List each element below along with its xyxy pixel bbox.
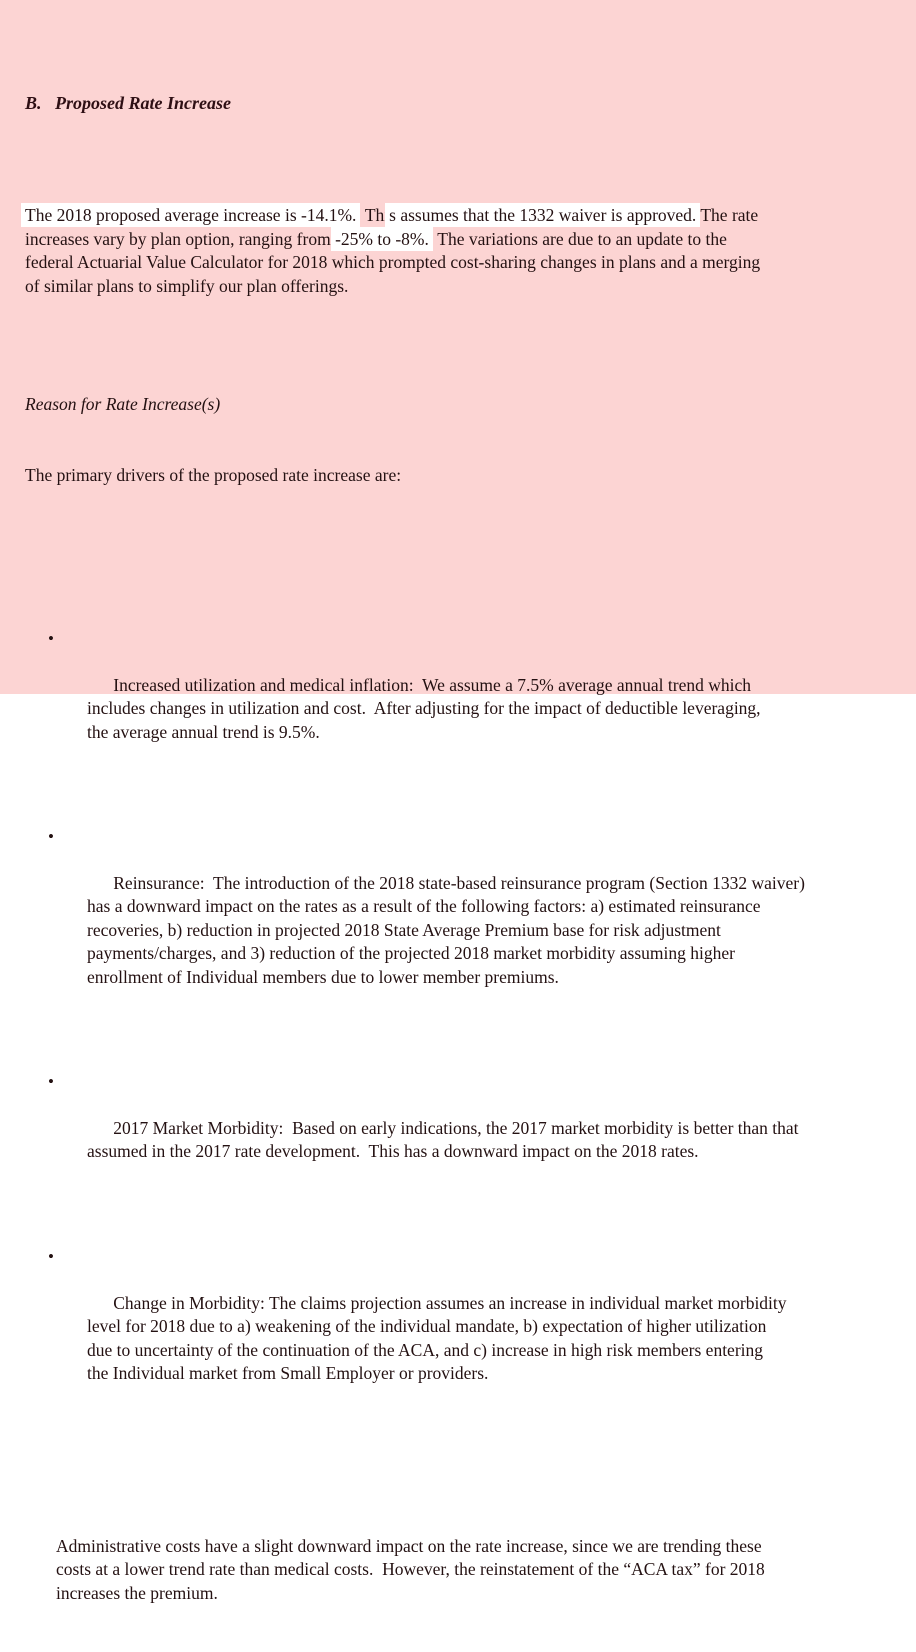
text-segment: has a downward impact on the rates as a result of the following factors: a) estimated reinsurance: [87, 896, 761, 917]
list-item-text: [87, 1291, 787, 1383]
text-segment: due to: [87, 1339, 135, 1360]
list-item-text: [87, 871, 805, 989]
paragraph-administrative-costs: [56, 1535, 891, 1605]
highlighted-text: -25% to -8%.: [335, 228, 429, 249]
bullet-icon: •: [48, 1247, 54, 1267]
text-segment: due to lower member premiums.: [330, 966, 559, 987]
text-segment: includes changes in utilization and cost. After adjusting for the impact of deductible leveraging,: [87, 698, 761, 719]
text-segment: increases the premium.: [56, 1582, 218, 1603]
highlighted-text: Reinsurance:: [113, 873, 205, 893]
text-segment: the average annual trend is 9.5%.: [87, 721, 320, 742]
text-segment: increases vary by plan option, ranging from: [25, 228, 336, 249]
list-item-utilization: [0, 627, 916, 767]
highlighted-text: payments/charges, and 3) reduction of the projected 2018 market morbidity assuming higher: [87, 943, 735, 964]
bullet-icon: •: [48, 1072, 54, 1092]
highlighted-text: enrollment of Individual members: [87, 966, 331, 987]
list-item-reinsurance: [0, 825, 916, 1012]
subsection-title: Reason for Rate Increase(s): [25, 394, 221, 415]
text-segment: recoveries, b) reduction in projected 2018 State Average Premium base for risk adjustment: [87, 919, 721, 940]
text-segment: expectation of higher utilization: [537, 1316, 767, 1337]
text-segment: Increased utilization and medical inflation: We assume a 7.5% average annual trend which: [113, 674, 752, 695]
text-segment: The rate: [696, 205, 759, 226]
bullet-list: [0, 569, 916, 1456]
text-segment: costs at a lower trend rate than medical costs. However, the reinstatement of the “ACA tax” for 2018: [56, 1559, 765, 1580]
text-segment: of similar plans to simplify our plan offerings.: [25, 275, 349, 296]
bullet-icon: •: [48, 628, 54, 648]
highlighted-text: The 2018 proposed average increase is -14.1%.: [25, 205, 357, 226]
list-item-change-in-morbidity: [0, 1245, 916, 1409]
highlighted-text: Change in Morbidity:: [113, 1292, 265, 1313]
text-segment: The variations are due to an update to the: [428, 228, 727, 249]
highlighted-text: a) weakening of the individual mandate, b): [237, 1316, 538, 1337]
text-segment: Administrative costs have a slight downward impact on the rate increase, since we are trending these: [56, 1535, 762, 1556]
list-item-text: [87, 1118, 799, 1161]
text-segment: The claims projection assumes an increase in individual market morbidity: [264, 1292, 787, 1313]
paragraph-intro: The primary drivers of the proposed rate increase are:: [25, 464, 402, 485]
text-segment: and c) increase in high risk members entering: [439, 1339, 764, 1360]
text-segment: The introduction of the 2018 state-based reinsurance program (Section 1332 waiver): [204, 873, 805, 893]
paragraph-proposed-rate-increase: [25, 204, 891, 298]
list-item-text: [87, 675, 761, 742]
text-segment: level for 2018 due to: [87, 1316, 238, 1337]
text-segment: federal Actuarial Value Calculator for 2018 which prompted cost-sharing changes in plans and a merging: [25, 252, 761, 273]
text-segment: Thi: [356, 205, 390, 226]
text-segment: assumed in the 2017 rate development. This has a downward impact on the 2018 rates.: [87, 1141, 699, 1162]
text-segment: 2017 Market Morbidity: Based on early indications, the 2017 market morbidity is better than that: [113, 1118, 799, 1139]
text-segment: the Individual market from Small Employer or providers.: [87, 1363, 489, 1384]
section-heading: B. Proposed Rate Increase: [25, 93, 231, 114]
highlighted-text: s assumes that the 1332 waiver is approved.: [389, 205, 697, 226]
bullet-icon: •: [48, 827, 54, 847]
highlighted-text: uncertainty of the continuation of the ACA,: [134, 1339, 440, 1360]
list-item-2017-market-morbidity: [0, 1070, 916, 1187]
